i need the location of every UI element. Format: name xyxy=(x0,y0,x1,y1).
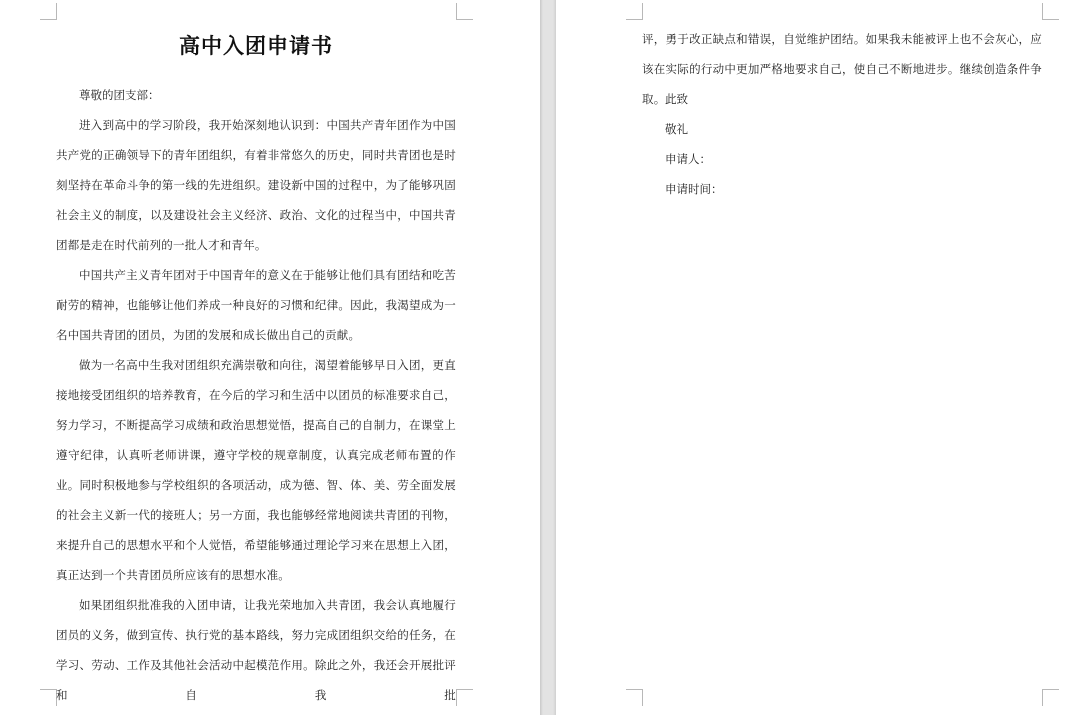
closing-line: 此致 xyxy=(665,92,688,106)
margin-corner-mark xyxy=(456,689,473,706)
document-title: 高中入团申请书 xyxy=(179,33,333,58)
application-date-label: 申请时间： xyxy=(665,182,723,196)
margin-corner-mark xyxy=(626,3,643,20)
regards-line: 敬礼 xyxy=(665,122,688,136)
salutation: 尊敬的团支部： xyxy=(79,88,160,102)
margin-corner-mark xyxy=(456,3,473,20)
margin-corner-mark xyxy=(1042,689,1059,706)
document-page-2 xyxy=(556,0,1080,715)
margin-corner-mark xyxy=(40,3,57,20)
paragraph: 进入到高中的学习阶段，我开始深刻地认识到：中国共产青年团作为中国共产党的正确领导下的青年团组织，有着非常悠久的历史，同时共青团也是时刻坚持在革命斗争的第一线的先进组织。建设新中国的过程中，为了能够巩固社会主义的制度，以及建设社会主义经济、政治、文化的过程当中，中国共青团都是走在时代前列的一批人才和青年。 xyxy=(56,118,456,252)
margin-corner-mark xyxy=(1042,3,1059,20)
paragraph-continuation: 评，勇于改正缺点和错误，自觉维护团结。如果我未能被评上也不会灰心，应该在实际的行动中更加严格地要求自己，使自己不断地进步。继续创造条件争取。 xyxy=(642,32,1042,106)
applicant-label: 申请人： xyxy=(665,152,711,166)
paragraph: 做为一名高中生我对团组织充满崇敬和向往，渴望着能够早日入团，更直接地接受团组织的培养教育，在今后的学习和生活中以团员的标准要求自己，努力学习，不断提高学习成绩和政治思想觉悟，提高自己的自制力，在课堂上遵守纪律，认真听老师讲课，遵守学校的规章制度，认真完成老师布置的作业。同时积极地参与学校组织的各项活动，成为德、智、体、美、劳全面发展的社会主义新一代的接班人；另一方面，我也能够经常地阅读共青团的刊物，来提升自己的思想水平和个人觉悟，希望能够通过理论学习来在思想上入团，真正达到一个共青团员所应该有的思想水准。 xyxy=(56,358,456,582)
paragraph: 如果团组织批准我的入团申请，让我光荣地加入共青团，我会认真地履行团员的义务，做到宣传、执行党的基本路线，努力完成团组织交给的任务，在学习、劳动、工作及其他社会活动中起模范作用。除此之外，我还会开展批评和自我批 xyxy=(56,598,456,702)
margin-corner-mark xyxy=(40,689,57,706)
margin-corner-mark xyxy=(626,689,643,706)
paragraph: 中国共产主义青年团对于中国青年的意义在于能够让他们具有团结和吃苦耐劳的精神，也能够让他们养成一种良好的习惯和纪律。因此，我渴望成为一名中国共青团的团员，为团的发展和成长做出自己的贡献。 xyxy=(56,268,456,342)
page-shadow xyxy=(540,0,543,715)
